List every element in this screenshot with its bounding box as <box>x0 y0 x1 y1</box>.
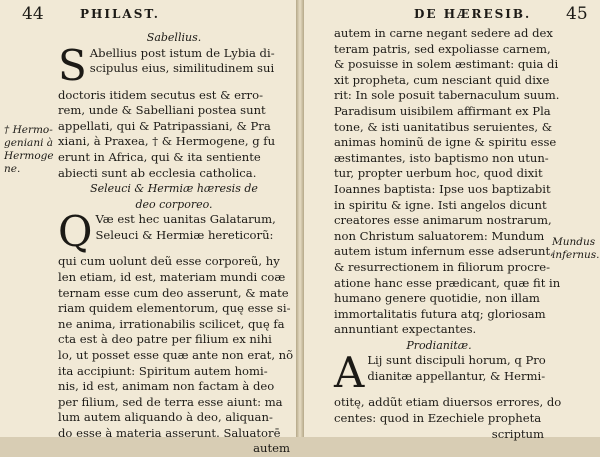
text-line: abiecti sunt ab ecclesia catholica. <box>58 165 257 180</box>
margin-note-line: † Hermo- <box>4 124 53 136</box>
text-line: immortalitatis futura atq; gloriosam <box>334 306 546 321</box>
text-line: & resurrectionem in filiorum procre- <box>334 259 551 274</box>
drop-cap-a: A <box>334 348 365 398</box>
text-line: cta est à deo patre per filium ex nihi <box>58 332 272 347</box>
catchword-right: scriptum <box>491 426 544 441</box>
text-line: ne anima, irrationabilis scilicet, quę fa <box>58 316 285 331</box>
left-page <box>0 0 296 456</box>
right-text-block <box>334 26 562 442</box>
text-line: teram patris, sed expoliasse carnem, <box>334 41 551 56</box>
text-line: in spiritu & igne. Isti angelos dicunt <box>334 197 547 212</box>
margin-note-left <box>4 124 54 176</box>
heading-prodianitae: Prodianitæ. <box>406 338 472 352</box>
drop-cap-s: S <box>58 40 87 90</box>
text-line: appellati, qui & Patripassiani, & Pra <box>58 118 271 133</box>
margin-note-line: infernus. <box>552 249 600 261</box>
margin-note-line: Hermoge <box>4 150 54 162</box>
text-line: xit propheta, cum nesciant quid dixe <box>334 72 550 87</box>
text-line: doctoris itidem secutus est & erro- <box>58 87 263 102</box>
text-line: ternam esse cum deo asserunt, & mate <box>58 285 289 300</box>
text-line: riam quidem elementorum, quę esse si- <box>58 301 291 316</box>
heading-sabellius: Sabellius. <box>146 31 202 44</box>
text-line: æstimantes, isto baptismo non utun- <box>334 150 549 165</box>
running-head-right: DE HÆRESIB. <box>414 7 532 21</box>
text-line: dianitæ appellantur, & Hermi- <box>367 369 546 384</box>
text-line: nis, id est, animam non factam à deo <box>58 379 275 394</box>
text-line: rit: In sole posuit tabernaculum suum. <box>334 88 560 103</box>
text-line: lo, ut posset esse quæ ante non erat, nõ <box>58 347 294 362</box>
text-line: tone, & isti uanitatibus seruientes, & <box>334 119 553 134</box>
margin-note-line: geniani à <box>4 137 54 149</box>
text-line: Ioannes baptista: Ipse uos baptizabit <box>334 181 551 196</box>
text-line: autem in carne negant sedere ad dex <box>334 26 553 40</box>
text-line: Paradisum uisibilem affirmant ex Pla <box>334 103 551 118</box>
text-line: & posuisse in solem æstimant: quia di <box>334 57 559 72</box>
text-line: Væ est hec uanitas Galatarum, <box>95 212 276 227</box>
text-line: autem istum infernum esse adserunt, <box>334 244 554 259</box>
text-line: atione hanc esse prædicant, quæ fit in <box>334 275 561 290</box>
text-line: ita accipiunt: Spiritum autem homi- <box>58 363 268 378</box>
text-line: Seleuci & Hermiæ hereticorũ: <box>95 227 274 242</box>
text-line: scipulus eius, similitudinem sui <box>89 61 275 76</box>
text-line: animas hominũ de igne & spiritu esse <box>334 135 557 150</box>
paragraph-seleuci <box>58 207 294 441</box>
text-line: xiani, à Praxea, † & Hermogene, g fu <box>58 134 276 149</box>
text-line: centes: quod in Ezechiele propheta <box>334 411 542 426</box>
text-line: non Christum saluatorem: Mundum <box>334 228 545 243</box>
text-line: lum autem aliquando à deo, aliquan- <box>58 410 273 425</box>
text-line: len etiam, id est, materiam mundi coæ <box>58 269 286 284</box>
text-line: per filium, sed de terra esse aiunt: ma <box>58 394 283 409</box>
page-number-left: 44 <box>22 4 44 24</box>
margin-note-line: ne. <box>4 163 21 175</box>
margin-note-line: Mundus <box>552 236 596 248</box>
left-text-block <box>58 30 294 457</box>
drop-cap-q: Q <box>58 207 93 257</box>
text-line: Lij sunt discipuli horum, q Pro <box>367 353 546 368</box>
heading-seleuci-line-2: deo corporeo. <box>135 197 213 211</box>
running-head-left: PHILAST. <box>80 7 160 21</box>
text-line: qui cum uolunt deũ esse corporeũ, hy <box>58 254 280 269</box>
page-number-right: 45 <box>566 4 588 24</box>
margin-note-right <box>552 236 600 262</box>
text-line: annuntiant expectantes. <box>334 322 477 337</box>
paragraph-sabellius <box>58 40 290 182</box>
text-line: humano genere quotidie, non illam <box>334 291 540 306</box>
text-line: do esse à materia asserunt. Saluatorē <box>58 425 281 440</box>
text-line: tur, propter uerbum hoc, quod dixit <box>334 166 543 181</box>
paragraph-prodianitae <box>334 348 562 426</box>
right-page <box>304 0 600 441</box>
catchword-left: autem <box>253 441 290 456</box>
heading-seleuci-line-1: Seleuci & Hermiæ hæresis de <box>90 182 258 196</box>
text-line: Abellius post istum de Lybia di- <box>89 45 275 60</box>
text-line: creatores esse animarum nostrarum, <box>334 213 552 228</box>
text-line: erunt in Africa, qui & ita sentiente <box>58 149 261 164</box>
text-line: rem, unde & Sabelliani postea sunt <box>58 103 266 118</box>
book-gutter <box>296 0 304 437</box>
text-line: otitę, addũt etiam diuersos errores, do <box>334 395 562 410</box>
